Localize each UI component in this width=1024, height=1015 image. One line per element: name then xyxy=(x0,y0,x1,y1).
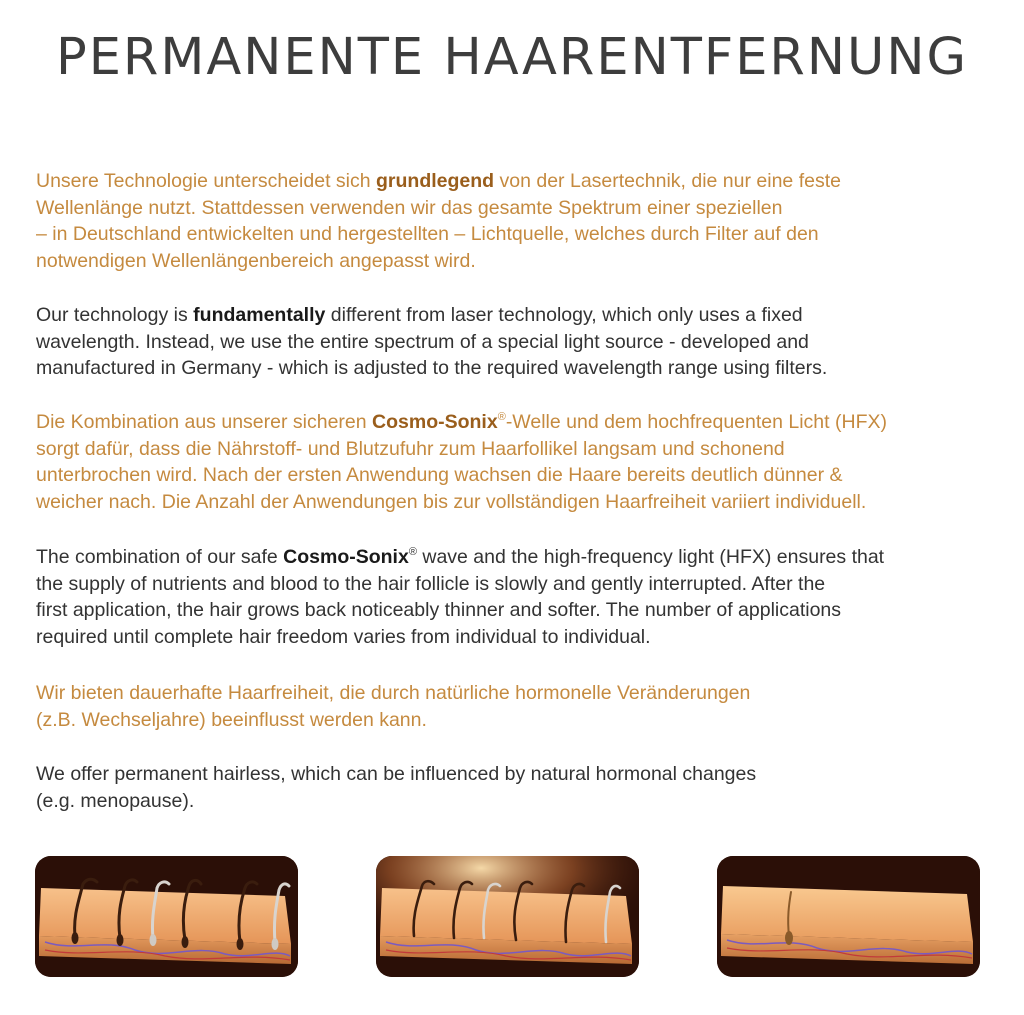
paragraph-en-permanent: We offer permanent hairless, which can be influenced by natural hormonal changes (e.g. menopause). xyxy=(36,763,757,812)
emphasis-fundamentally: fundamentally xyxy=(193,304,326,326)
skin-with-hair-illustration xyxy=(35,856,298,977)
paragraph-de-permanent: Wir bieten dauerhafte Haarfreiheit, die durch natürliche hormonelle Veränderungen (z.B. Wechseljahre) beeinflusst werden kann. xyxy=(36,682,751,731)
paragraph-en-combination: The combination of our safe Cosmo-Sonix® wave and the high-frequency light (HFX) ensures that the supply of nutrients and blood to the hair follicle is slowly and gently interrupted. After the first application, the hair grows back noticeably thinner and softer. The number of applications required until complete hair freedom varies from individual to individual. xyxy=(36,546,885,648)
paragraph-en-technology: Our technology is fundamentally different from laser technology, which only uses a fixed wavelength. Instead, we use the entire spectrum of a special light source - developed and manufactured in Germany - which is adjusted to the required wavelength range using filters. xyxy=(36,304,828,379)
registered-mark: ® xyxy=(497,411,506,423)
brand-cosmo-sonix: Cosmo-Sonix xyxy=(283,546,409,568)
emphasis-grundlegend: grundlegend xyxy=(376,170,495,192)
skin-hair-free-illustration xyxy=(717,856,980,977)
paragraph-de-technology: Unsere Technologie unterscheidet sich grundlegend von der Lasertechnik, die nur eine feste Wellenlänge nutzt. Stattdessen verwenden wir das gesamte Spektrum einer speziellen – in Deutschland entwickelten und hergestellten – Lichtquelle, welches durch Filter auf den notwendigen Wellenlängenbereich angepasst wird. xyxy=(36,170,841,272)
paragraph-de-combination: Die Kombination aus unserer sicheren Cosmo-Sonix®-Welle und dem hochfrequenten Licht (HFX) sorgt dafür, dass die Nährstoff- und Blutzufuhr zum Haarfollikel langsam und schonend unterbrochen wird. Nach der ersten Anwendung wachsen die Haare bereits deutlich dünner & weicher nach. Die Anzahl der Anwendungen bis zur vollständigen Haarfreiheit variiert individuell. xyxy=(36,411,887,513)
skin-light-treatment-illustration xyxy=(376,856,639,977)
page-title: PERMANENTE HAARENTFERNUNG xyxy=(55,28,969,87)
brand-cosmo-sonix: Cosmo-Sonix xyxy=(372,411,498,433)
registered-mark: ® xyxy=(408,546,417,558)
